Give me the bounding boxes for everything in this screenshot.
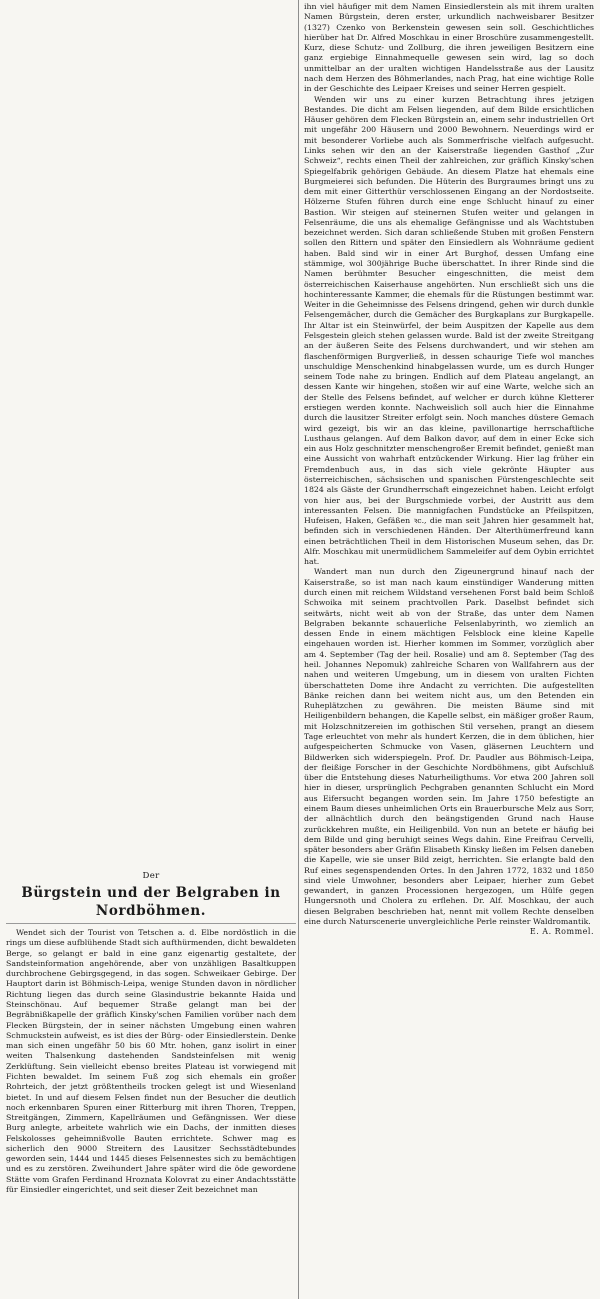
article-paragraph: ihn viel häufiger mit dem Namen Einsiedlerstein als mit ihrem uralten Namen Bürgstein, deren erster, urkundlich nachweisbarer Besitzer (1327) Czenko von Berkenstein gewesen sein soll. Geschichtliches hierüber hat Dr. Alfred Moschkau in einer Broschüre zusammengestellt. Kurz, diese Schutz- und Zollburg, die ihren jeweiligen Besitzern eine ganz ergiebige Einnahmequelle gewesen sein wird, lag so doch unmittelbar an der uralten wichtigen Handelsstraße aus der Lausitz nach dem Herzen des Böhmerlandes, nach Prag, hat eine wichtige Rolle in der Geschichte des Leipaer Kreises und seiner Herren gespielt. <box>304 2 594 94</box>
article-paragraph: Wendet sich der Tourist von Tetschen a. d. Elbe nordöstlich in die rings um diese aufblühende Stadt sich aufthürmenden, dicht bewaldeten Berge, so gelangt er bald in eine ganz eigenartig gestaltete, der Sandsteinformation angehörende, aber von unzähligen Basaltkuppen durchbrochene Gebirgsgegend, in das sogen. Schweikaer Gebirge. Der Hauptort darin ist Böhmisch-Leipa, wenige Stunden davon in nördlicher Richtung liegen das durch seine Glasindustrie bekannte Haida und Steinschönau. Auf bequemer Straße gelangt man bei der Begräbnißkapelle der gräflich Kinsky'schen Familien vorüber nach dem Flecken Bürgstein, der in seiner nächsten Umgebung einen wahren Schmuckstein aufweist, es ist dies der Bürg- oder Einsiedlerstein. Denke man sich einen ungefähr 50 bis 60 Mtr. hohen, ganz isolirt in einer weiten Thalsenkung dastehenden Sandsteinfelsen mit wenig Zerklüftung. Sein vielleicht ebenso breites Plateau ist vorwiegend mit Fichten bewaldet. Im seinem Fuß zog sich ehemals ein großer Rohrteich, der jetzt größtentheils trocken gelegt ist und Wiesenland bietet. In und auf diesem Felsen findet nun der Besucher die deutlich noch erkennbaren Spuren einer Ritterburg mit ihren Thoren, Treppen, Streitgängen, Zimmern, Kapellräumen und Gefängnissen. Wer diese Burg anlegte, arbeitete wahrlich wie ein Dachs, der inmitten dieses Felskolosses geheimnißvolle Bauten errichtete. Schwer mag es sicherlich den 9000 Streitern des Lausitzer Sechsstädtebundes geworden sein, 1444 und 1445 dieses Felsennestes sich zu bemächtigen und es zu zerstören. Zweihundert Jahre später wird die öde gewordene Stätte vom Grafen Ferdinand Hroznata Kolovrat zu einer Andachtsstätte für Einsiedler eingerichtet, und seit dieser Zeit bezeichnet man <box>6 928 296 1195</box>
article-paragraph: Wandert man nun durch den Zigeunergrund hinauf nach der Kaiserstraße, so ist man nach kaum einstündiger Wanderung mitten durch einen mit reichem Wildstand versehenen Forst bald beim Schloß Schwoika mit seinem prachtvollen Park. Daselbst befindet sich seitwärts, nicht weit ab von der Straße, das unter dem Namen Belgraben bekannte schauerliche Felsenlabyrinth, wo ziemlich an dessen Ende in einem mächtigen Felsblock eine kleine Kapelle eingehauen worden ist. Hierher kommen im Sommer, vorzüglich aber am 4. September (Tag der heil. Rosalie) und am 8. September (Tag des heil. Johannes Nepomuk) zahlreiche Scharen von Wallfahrern aus der nahen und weiteren Umgebung, um in diesem von uralten Fichten überschatteten Dome ihre Andacht zu verrichten. Die aufgestellten Bänke reichen dann bei weitem nicht aus, um den Betenden ein Ruheplätzchen zu gewähren. Die meisten Bäume sind mit Heiligenbildern behangen, die Kapelle selbst, ein mäßiger großer Raum, mit Holzschnitzereien im gothischen Stil versehen, prangt an diesem Tage erleuchtet von mehr als hundert Kerzen, die in dem üblichen, hier aufgespeicherten Schmucke von Vasen, gläsernen Leuchtern und Bildwerken sich widerspiegeln. Prof. Dr. Paudler aus Böhmisch-Leipa, der fleißige Forscher in der Geschichte Nordböhmens, gibt Aufschluß über die Entstehung dieses Naturheiligthums. Vor etwa 200 Jahren soll hier in dieser, ursprünglich Pechgraben genannten Schlucht ein Mord aus Eifersucht begangen worden sein. Im Jahre 1750 befestigte an einem Baum dieses unheimlichen Orts ein Brauerbursche Melz aus Sorr, der allnächtlich durch den beängstigenden Grund nach Hause zurückkehren mußte, ein Heiligenbild. Von nun an betete er häufig bei dem Bilde und ging beruhigt seines Wegs dahin. Eine Freifrau Cervelli, später besonders aber Gräfin Elisabeth Kinsky ließen im Felsen daneben die Kapelle, wie sie unser Bild zeigt, herrichten. Sie erlangte bald den Ruf eines segenspendenden Ortes. In den Jahren 1772, 1832 und 1850 sind viele Umwohner, besonders aber Leipaer, hierher zum Gebet gewandert, in ganzen Processionen hergezogen, um Hülfe gegen Hungersnoth und Cholera zu erflehen. Dr. Alf. Moschkau, der auch diesen Belgraben beschrieben hat, nennt mit vollem Rechte denselben eine durch Naturscenerie unvergleichliche Perle reinster Waldromantik. <box>304 567 594 927</box>
article-title: Bürgstein und der Belgraben in Nordböhmen. <box>6 884 296 924</box>
left-column <box>6 0 296 1299</box>
column-divider <box>298 0 299 1299</box>
article-paragraph: Wenden wir uns zu einer kurzen Betrachtung ihres jetzigen Bestandes. Die dicht am Felsen liegenden, auf dem Bilde ersichtlichen Häuser gehören dem Flecken Bürgstein an, einem sehr industriellen Ort mit ungefähr 200 Häusern und 2000 Bewohnern. Neuerdings wird er mit besonderer Vorliebe auch als Sommerfrische vielfach aufgesucht. Links sehen wir den an der Kaiserstraße liegenden Gasthof „Zur Schweiz“, rechts einen Theil der zahlreichen, zur gräflich Kinsky'schen Spiegelfabrik gehörigen Gebäude. An diesem Platze hat ehemals eine Burgmeierei sich befunden. Die Hüterin des Burgraumes bringt uns zu dem mit einer Gitterthür verschlossenen Eingang an der Nordostseite. Hölzerne Stufen führen durch eine enge Schlucht hinauf zu einer Bastion. Wir steigen auf steinernen Stufen weiter und gelangen in Felsenräume, die uns als ehemalige Gefängnisse und als Wachtstuben bezeichnet werden. Sich daran schließende Stuben mit großen Fenstern sollen den Rittern und später den Einsiedlern als Wohnräume gedient haben. Bald sind wir in einer Art Burghof, dessen Umfang eine stämmige, wol 300jährige Buche überschattet. In ihrer Rinde sind die Namen berühmter Besucher eingeschnitten, die meist dem österreichischen Kaiserhause angehörten. Nun erschließt sich uns die hochinteressante Kammer, die ehemals für die Rüstungen bestimmt war. Weiter in die Geheimnisse des Felsens dringend, gehen wir durch dunkle Felsengemächer, durch die Gemächer des Burgkaplans zur Burgkapelle. Ihr Altar ist ein Steinwürfel, der beim Auspitzen der Kapelle aus dem Felsgestein gleich stehen gelassen wurde. Bald ist der zweite Streitgang an der äußeren Seite des Felsens durchwandert, und wir stehen am flaschenförmigen Burgverließ, in dessen schaurige Tiefe wol manches unschuldige Menschenkind hinabgelassen wurde, um es durch Hunger seinem Tode nahe zu bringen. Endlich auf dem Plateau angelangt, an dessen Kante wir hingehen, stoßen wir auf eine Warte, welche sich an der Stelle des Felsens befindet, auf welcher er durch kühne Kletterer erstiegen werden konnte. Nachweislich soll auch hier die Einnahme durch die lausitzer Streiter erfolgt sein. Noch manches düstere Gemach wird gezeigt, bis wir an das kleine, pavillonartige herrschaftliche Lusthaus gelangen. Auf dem Balkon davor, auf dem in einer Ecke sich ein aus Holz geschnitzter menschengroßer Eremit befindet, genießt man eine Aussicht von wahrhaft entzückender Wirkung. Hier lag früher ein Fremdenbuch aus, in das sich viele gekrönte Häupter aus österreichischen, sächsischen und spanischen Fürstengeschlechte seit 1824 als Gäste der Grundherrschaft eingezeichnet haben. Leicht erfolgt von hier aus, bei der Burgschmiede vorbei, der Austritt aus dem interessanten Felsen. Die mannigfachen Fundstücke an Pfeilspitzen, Hufeisen, Haken, Gefäßen ꝛc., die man seit Jahren hier gesammelt hat, befinden sich in verschiedenen Händen. Der Alterthümerfreund kann einen beträchtlichen Theil in dem Historischen Museum sehen, das Dr. Alfr. Moschkau mit unermüdlichem Sammeleifer auf dem Oybin errichtet hat. <box>304 94 594 567</box>
author-signature: E. A. Rommel. <box>529 927 594 937</box>
article-kicker: Der <box>142 871 160 881</box>
image-area-blank <box>6 0 296 870</box>
right-column <box>304 0 594 1299</box>
